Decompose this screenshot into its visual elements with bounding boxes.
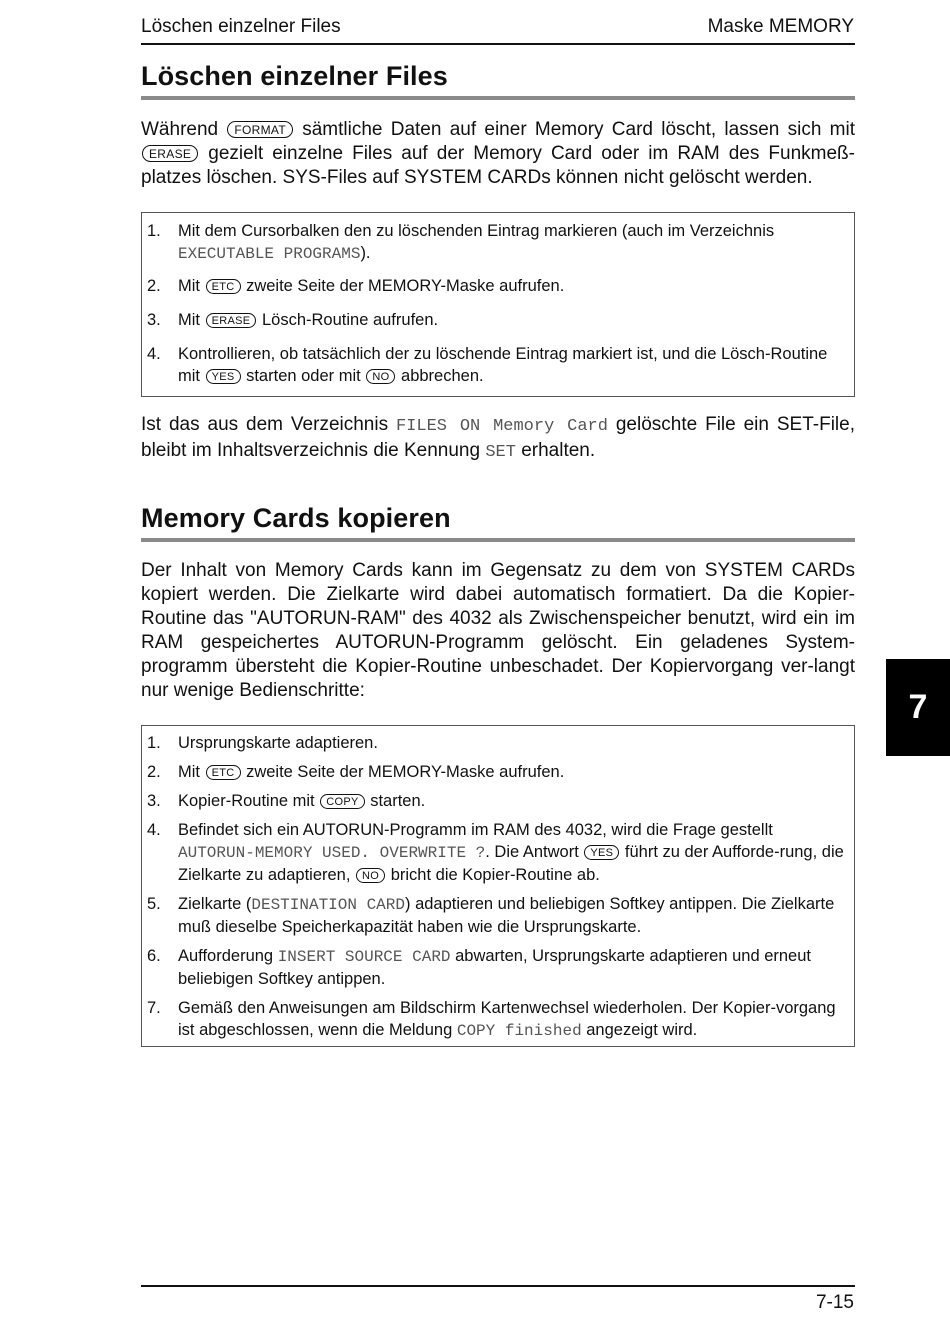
section1-after-text: Ist das aus dem Verzeichnis FILES ON Memory Card gelöschte File ein SET-File, bleibt im Inhaltsverzeichnis die Kennung SET erhalten. [141, 414, 856, 462]
list-item: 1. Ursprungskarte adaptieren. [147, 734, 378, 752]
section-title-bar [141, 96, 855, 100]
code-text: DESTINATION CARD [251, 896, 405, 914]
code-text: COPY finished [456, 1022, 582, 1040]
code-text: INSERT SOURCE CARD [277, 948, 451, 966]
format-key-icon: FORMAT [227, 121, 293, 138]
list-item: 3. Mit ERASE Lösch-Routine aufrufen. [147, 311, 439, 329]
code-text: SET [485, 443, 516, 462]
no-key-icon: NO [366, 369, 395, 384]
section2-intro: Der Inhalt von Memory Cards kann im Gegensatz zu dem von SYSTEM CARDs kopiert werden. Die Zielkarte wird dabei automatisch formatiert. Da die Kopier-Routine das "AUTORUN-RAM" des 4032 als Zwischenspeicher benutzt, wird ein im RAM gespeichertes AUTORUN-Programm gelöscht. Ein geladenes System-programm übersteht die Kopier-Routine unbeschadet. Der Kopiervorgang ver-langt nur wenige Bedienschritte: [141, 560, 855, 701]
section1-intro: Während FORMAT sämtliche Daten auf einer Memory Card löscht, lassen sich mit ERASE gezielt einzelne Files auf der Memory Card oder im RAM des Funkmeß-platzes löschen. SYS-Files auf SYSTEM CARDs können nicht gelöscht werden. [141, 119, 856, 188]
yes-key-icon: YES [206, 369, 241, 384]
section-title-loeschen: Löschen einzelner Files [141, 61, 448, 91]
page-number: 7-15 [815, 1292, 854, 1313]
etc-key-icon: ETC [206, 765, 241, 780]
code-text: AUTORUN-MEMORY USED. OVERWRITE ? [178, 844, 486, 862]
no-key-icon: NO [356, 868, 385, 883]
chapter-tab: 7 [886, 659, 950, 756]
code-text: FILES ON Memory Card [396, 417, 608, 436]
code-text: EXECUTABLE PROGRAMS [178, 245, 361, 263]
section-title-bar [141, 538, 855, 542]
etc-key-icon: ETC [206, 279, 241, 294]
running-header-left: Löschen einzelner Files [141, 16, 341, 37]
section1-steps-box [141, 212, 855, 397]
list-item: 4. Kontrollieren, ob tatsächlich der zu löschende Eintrag markiert ist, und die Lösch-Routine mit YES starten oder mit NO abbrechen. [147, 345, 828, 385]
section2-steps-box [141, 725, 855, 1047]
header-rule [141, 43, 855, 45]
list-item: 1. Mit dem Cursorbalken den zu löschenden Eintrag markieren (auch im Verzeichnis EXECUTABLE PROGRAMS). [147, 222, 775, 263]
copy-key-icon: COPY [320, 794, 364, 809]
running-header-right: Maske MEMORY [707, 16, 854, 37]
section-title-kopieren: Memory Cards kopieren [141, 503, 451, 533]
list-item: 6. Aufforderung INSERT SOURCE CARD abwarten, Ursprungskarte adaptieren und erneut beliebigen Softkey antippen. [147, 947, 811, 988]
erase-key-icon: ERASE [142, 145, 198, 162]
list-item: 2. Mit ETC zweite Seite der MEMORY-Maske aufrufen. [147, 277, 565, 295]
list-item: 5. Zielkarte (DESTINATION CARD) adaptieren und beliebigen Softkey antippen. Die Zielkarte muß dieselbe Speicherkapazität haben wie die Ursprungskarte. [147, 895, 835, 936]
footer-rule [141, 1285, 855, 1287]
erase-key-icon: ERASE [206, 313, 257, 328]
list-item: 4. Befindet sich ein AUTORUN-Programm im RAM des 4032, wird die Frage gestellt AUTORUN-MEMORY USED. OVERWRITE ?. Die Antwort YES führt zu der Aufforde-rung, die Zielkarte zu adaptieren, NO bricht die Kopier-Routine ab. [147, 821, 844, 884]
list-item: 7. Gemäß den Anweisungen am Bildschirm Kartenwechsel wiederholen. Der Kopier-vorgang ist abgeschlossen, wenn die Meldung COPY finished angezeigt wird. [147, 999, 836, 1040]
yes-key-icon: YES [584, 845, 619, 860]
list-item: 3. Kopier-Routine mit COPY starten. [147, 792, 426, 810]
list-item: 2. Mit ETC zweite Seite der MEMORY-Maske aufrufen. [147, 763, 565, 781]
